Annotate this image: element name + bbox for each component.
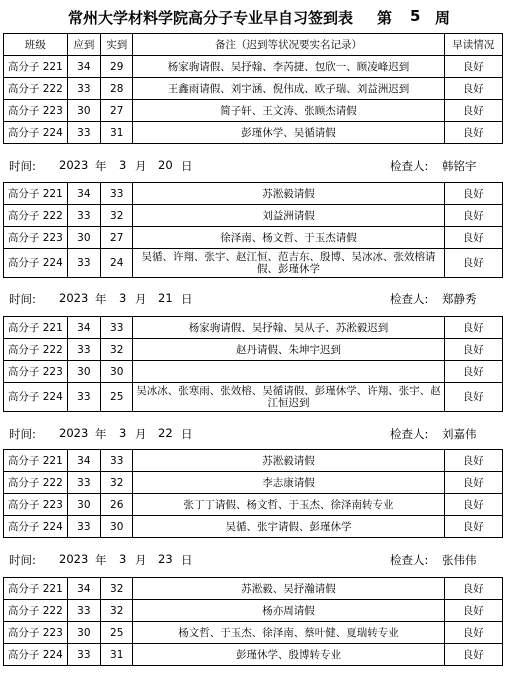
cell-expected: 30 [67,100,100,122]
cell-class: 高分子 224 [4,383,68,412]
cell-expected: 30 [67,361,100,383]
table-row [4,600,503,622]
cell-reading: 良好 [444,56,503,78]
cell-actual: 32 [101,339,133,361]
cell-class: 高分子 223 [4,622,68,644]
cell-class: 高分子 222 [4,472,68,494]
cell-class: 高分子 221 [4,56,68,78]
cell-actual: 29 [101,56,133,78]
time-label: 时间: [9,292,36,306]
date-inspector-line [3,421,503,443]
cell-notes: 杨亦周请假 [133,600,444,622]
cell-notes: 简子轩、王文涛、张顾杰请假 [133,100,444,122]
cell-reading: 良好 [444,183,503,205]
time-d: 日 [181,292,193,306]
cell-class: 高分子 221 [4,578,68,600]
cell-actual: 27 [101,227,133,249]
cell-reading: 良好 [444,578,503,600]
cell-class: 高分子 222 [4,78,68,100]
time-inspector-label: 检查人: [390,292,429,306]
cell-notes: 吴循、张宇请假、彭瑾休学 [133,516,444,538]
time-inspector-label: 检查人: [390,159,429,173]
cell-class: 高分子 224 [4,516,68,538]
cell-actual: 25 [101,383,133,412]
cell-class: 高分子 223 [4,494,68,516]
table-row [4,450,503,472]
cell-reading: 良好 [444,472,503,494]
table-row [4,56,503,78]
cell-notes: 王鑫雨请假、刘宇涵、倪伟成、欧子瑞、刘益洲迟到 [133,78,444,100]
cell-actual: 33 [101,317,133,339]
time-year: 2023 [59,158,89,172]
cell-class: 高分子 223 [4,361,68,383]
cell-expected: 30 [67,622,100,644]
cell-class: 高分子 222 [4,600,68,622]
time-d: 日 [181,553,193,567]
time-y: 年 [95,427,107,441]
time-label: 时间: [9,427,36,441]
header-actual: 实到 [101,34,133,56]
cell-actual: 28 [101,78,133,100]
cell-notes: 彭瑾休学、殷博转专业 [133,644,444,666]
time-m: 月 [135,553,147,567]
cell-reading: 良好 [444,383,503,412]
cell-notes: 赵丹请假、朱坤宇迟到 [133,339,444,361]
title-text: 常州大学材料学院高分子专业早自习签到表 [68,9,354,27]
cell-actual: 32 [101,472,133,494]
table-row [4,578,503,600]
cell-class: 高分子 221 [4,317,68,339]
cell-reading: 良好 [444,317,503,339]
week-unit: 周 [435,9,451,27]
cell-notes: 吴循、许翔、张宇、赵江恒、范吉东、殷博、吴冰冰、张效榕请假、彭瑾休学 [133,249,444,278]
table-row [4,317,503,339]
date-inspector-line [3,286,503,308]
week-number: 5 [410,7,421,25]
time-year: 2023 [59,291,89,305]
cell-reading: 良好 [444,600,503,622]
cell-expected: 34 [67,578,100,600]
table-row [4,472,503,494]
table-row [4,78,503,100]
time-year: 2023 [59,552,89,566]
time-inspector-label: 检查人: [390,553,429,567]
cell-expected: 30 [67,227,100,249]
time-month: 3 [119,426,127,440]
time-month: 3 [119,552,127,566]
cell-expected: 33 [67,383,100,412]
time-year: 2023 [59,426,89,440]
cell-notes: 杨文哲、于玉杰、徐泽南、蔡叶健、夏瑞转专业 [133,622,444,644]
cell-class: 高分子 224 [4,644,68,666]
cell-class: 高分子 221 [4,450,68,472]
time-y: 年 [95,553,107,567]
time-y: 年 [95,159,107,173]
cell-class: 高分子 223 [4,227,68,249]
cell-actual: 32 [101,600,133,622]
table-row [4,205,503,227]
time-m: 月 [135,292,147,306]
table-row [4,361,503,383]
week-label: 第 [377,9,393,27]
cell-notes: 杨家驹请假、吴抒翰、李芮捷、包欣一、顾凌峰迟到 [133,56,444,78]
table-row [4,227,503,249]
cell-actual: 26 [101,494,133,516]
cell-reading: 良好 [444,516,503,538]
cell-notes: 彭瑾休学、吴循请假 [133,122,444,144]
cell-expected: 33 [67,644,100,666]
cell-actual: 33 [101,183,133,205]
header-row [4,34,503,56]
header-class: 班级 [4,34,68,56]
cell-reading: 良好 [444,494,503,516]
cell-actual: 27 [101,100,133,122]
header-reading: 早读情况 [444,34,503,56]
cell-actual: 30 [101,361,133,383]
header-expected: 应到 [67,34,100,56]
table-row [4,516,503,538]
table-row [4,183,503,205]
cell-reading: 良好 [444,622,503,644]
attendance-table [3,182,503,278]
time-m: 月 [135,427,147,441]
time-day: 23 [158,552,173,566]
cell-expected: 34 [67,450,100,472]
cell-notes: 吴冰冰、张寒雨、张效榕、吴循请假、彭瑾休学、许翔、张宇、赵江恒迟到 [133,383,444,412]
time-inspector: 韩铭宇 [442,159,477,173]
cell-expected: 33 [67,78,100,100]
table-row [4,622,503,644]
date-inspector-line [3,547,503,569]
cell-actual: 25 [101,622,133,644]
time-m: 月 [135,159,147,173]
cell-actual: 31 [101,122,133,144]
cell-reading: 良好 [444,361,503,383]
cell-notes: 李志康请假 [133,472,444,494]
cell-actual: 31 [101,644,133,666]
sheet-title [0,4,506,30]
cell-expected: 33 [67,205,100,227]
cell-notes [133,361,444,383]
table-row [4,644,503,666]
cell-actual: 30 [101,516,133,538]
cell-class: 高分子 224 [4,122,68,144]
time-d: 日 [181,159,193,173]
cell-actual: 24 [101,249,133,278]
table-row [4,339,503,361]
cell-class: 高分子 224 [4,249,68,278]
cell-expected: 33 [67,472,100,494]
cell-actual: 32 [101,205,133,227]
header-notes: 备注（迟到等状况要实名记录） [133,34,444,56]
cell-expected: 34 [67,56,100,78]
time-inspector: 郑静秀 [442,292,477,306]
cell-reading: 良好 [444,450,503,472]
table-row [4,122,503,144]
cell-expected: 34 [67,317,100,339]
cell-expected: 33 [67,339,100,361]
cell-notes: 刘益洲请假 [133,205,444,227]
cell-actual: 32 [101,578,133,600]
cell-class: 高分子 222 [4,205,68,227]
attendance-table [3,316,503,412]
cell-reading: 良好 [444,122,503,144]
time-d: 日 [181,427,193,441]
cell-notes: 杨家驹请假、吴抒翰、吴从子、苏淞毅迟到 [133,317,444,339]
attendance-table [3,449,503,538]
table-row [4,383,503,412]
attendance-table [3,33,503,144]
cell-notes: 苏淞毅请假 [133,183,444,205]
date-inspector-line [3,153,503,175]
cell-reading: 良好 [444,205,503,227]
cell-reading: 良好 [444,644,503,666]
cell-notes: 徐泽南、杨文哲、于玉杰请假 [133,227,444,249]
time-y: 年 [95,292,107,306]
cell-reading: 良好 [444,249,503,278]
cell-expected: 30 [67,494,100,516]
time-inspector: 刘嘉伟 [442,427,477,441]
cell-reading: 良好 [444,78,503,100]
cell-class: 高分子 222 [4,339,68,361]
attendance-table [3,577,503,666]
cell-reading: 良好 [444,339,503,361]
cell-expected: 33 [67,516,100,538]
cell-expected: 33 [67,600,100,622]
time-month: 3 [119,158,127,172]
cell-expected: 33 [67,249,100,278]
cell-notes: 张丁丁请假、杨文哲、于玉杰、徐泽南转专业 [133,494,444,516]
cell-reading: 良好 [444,227,503,249]
table-row [4,249,503,278]
time-label: 时间: [9,159,36,173]
cell-class: 高分子 221 [4,183,68,205]
table-row [4,494,503,516]
cell-notes: 苏淞毅请假 [133,450,444,472]
time-month: 3 [119,291,127,305]
table-row [4,100,503,122]
cell-notes: 苏淞毅、吴抒瀚请假 [133,578,444,600]
cell-class: 高分子 223 [4,100,68,122]
time-inspector: 张伟伟 [442,553,477,567]
time-inspector-label: 检查人: [390,427,429,441]
time-day: 20 [158,158,173,172]
time-day: 21 [158,291,173,305]
cell-actual: 33 [101,450,133,472]
cell-expected: 33 [67,122,100,144]
cell-expected: 34 [67,183,100,205]
cell-reading: 良好 [444,100,503,122]
time-label: 时间: [9,553,36,567]
time-day: 22 [158,426,173,440]
